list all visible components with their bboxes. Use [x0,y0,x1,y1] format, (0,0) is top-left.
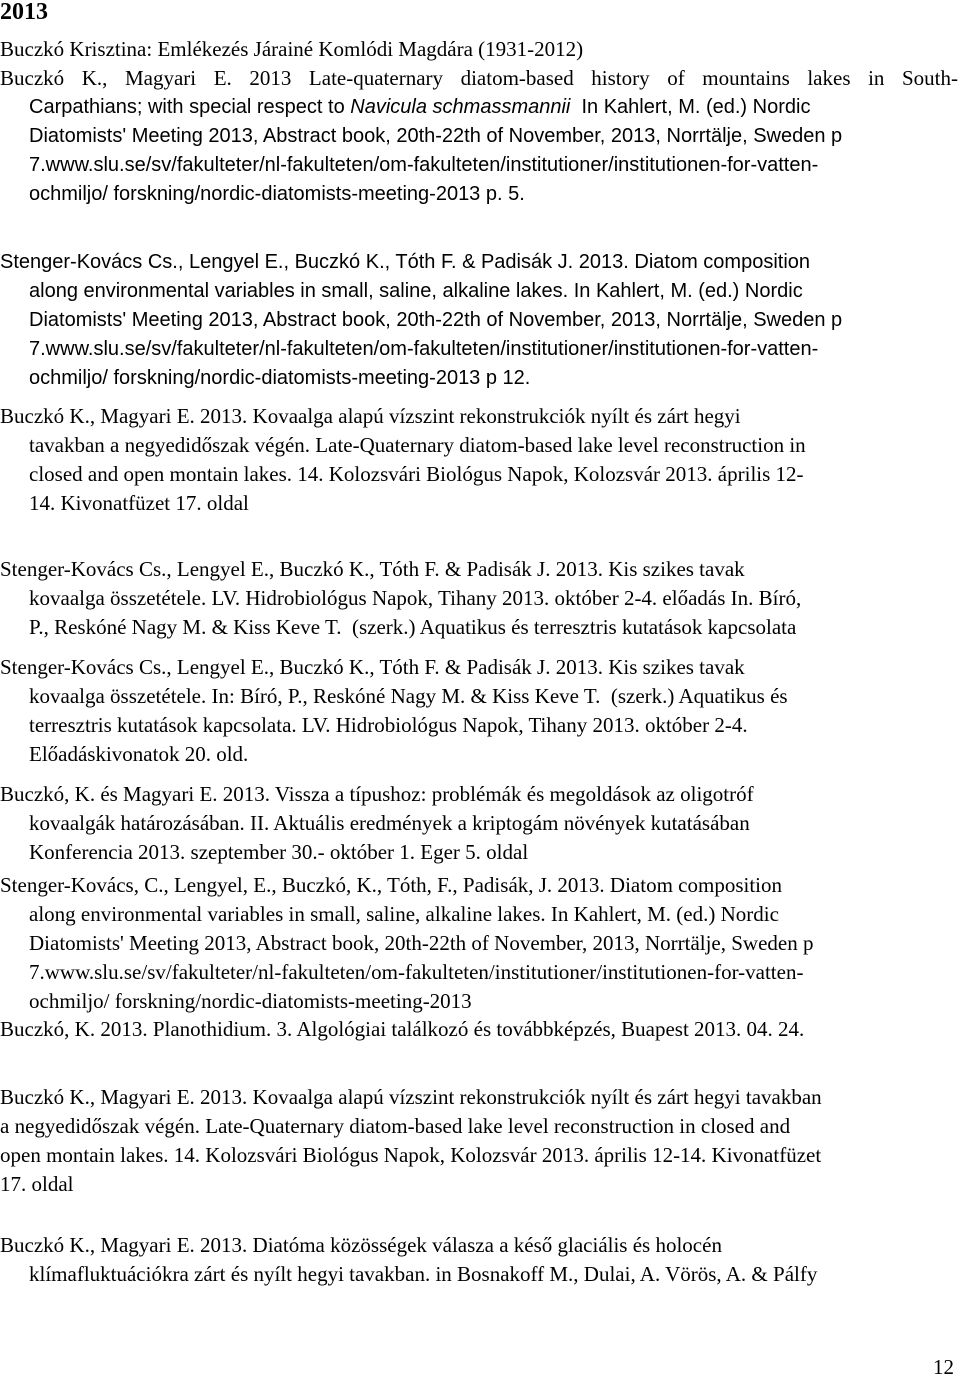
page-number: 12 [933,1355,954,1379]
reference-line: kovaalgák határozásában. II. Aktuális eredmények a kriptogám növények kutatásában [29,811,750,835]
reference-line: Stenger-Kovács Cs., Lengyel E., Buczkó K., Tóth F. & Padisák J. 2013. Kis szikes tavak [0,557,745,581]
reference-text: In Kahlert, M. (ed.) Nordic [570,96,811,118]
reference-line: tavakban a negyedidőszak végén. Late-Quaternary diatom-based lake level reconstruction in [29,433,806,457]
reference-entry [0,64,958,209]
reference-line: Diatomists' Meeting 2013, Abstract book, 20th-22th of November, 2013, Norrtälje, Sweden p [29,125,843,147]
reference-entry [0,1015,958,1044]
reference-line: Diatomists' Meeting 2013, Abstract book, 20th-22th of November, 2013, Norrtälje, Sweden p [29,309,843,331]
reference-line: 7.www.slu.se/sv/fakulteter/nl-fakulteten/om-fakulteten/institutioner/institutionen-for-vatten- [29,154,819,176]
reference-line: Előadáskivonatok 20. old. [29,742,249,766]
reference-line: kovaalga összetétele. In: Bíró, P., Reskóné Nagy M. & Kiss Keve T. (szerk.) Aquatikus és [29,684,788,708]
reference-line: klímafluktuációkra zárt és nyílt hegyi tavakban. in Bosnakoff M., Dulai, A. Vörös, A. & Pálfy [29,1262,818,1286]
reference-line: Buczkó, K. 2013. Planothidium. 3. Algológiai találkozó és továbbképzés, Buapest 2013. 04. 24. [0,1017,805,1041]
reference-line: Buczkó Krisztina: Emlékezés Járainé Komlódi Magdára (1931-2012) [0,37,584,61]
reference-line: Buczkó K., Magyari E. 2013 Late-quaternary diatom-based history of mountains lakes in South- [0,66,958,90]
reference-line: closed and open montain lakes. 14. Kolozsvári Biológus Napok, Kolozsvár 2013. április 12- [29,462,804,486]
reference-entry [0,1231,958,1289]
reference-entry [0,402,940,518]
reference-line: 7.www.slu.se/sv/fakulteter/nl-fakulteten/om-fakulteten/institutioner/institutionen-for-vatten- [29,338,819,360]
reference-line: ochmiljo/ forskning/nordic-diatomists-meeting-2013 p 12. [29,367,531,389]
reference-line: Konferencia 2013. szeptember 30.- október 1. Eger 5. oldal [29,840,529,864]
reference-text: Carpathians; with special respect to [29,96,351,118]
reference-line [0,93,958,122]
reference-entry [0,1083,958,1199]
reference-line: Buczkó K., Magyari E. 2013. Kovaalga alapú vízszint rekonstrukciók nyílt és zárt hegyi [0,404,741,428]
reference-line: ochmiljo/ forskning/nordic-diatomists-meeting-2013 [29,989,472,1013]
species-name: Navicula schmassmannii [350,96,571,118]
reference-line: terresztris kutatások kapcsolata. LV. Hidrobiológus Napok, Tihany 2013. október 2-4. [29,713,748,737]
reference-line: Buczkó, K. és Magyari E. 2013. Vissza a típushoz: problémák és megoldások az oligotróf [0,782,754,806]
reference-entry [0,780,940,867]
reference-line: ochmiljo/ forskning/nordic-diatomists-meeting-2013 p. 5. [29,183,525,205]
reference-entry [0,653,940,769]
reference-line: Buczkó K., Magyari E. 2013. Diatóma közösségek válasza a késő glaciális és holocén [0,1233,722,1257]
reference-entry [0,555,940,642]
reference-line: a negyedidőszak végén. Late-Quaternary diatom-based lake level reconstruction in closed and [0,1114,791,1138]
reference-line: Stenger-Kovács Cs., Lengyel E., Buczkó K., Tóth F. & Padisák J. 2013. Diatom composition [0,251,811,273]
reference-line: P., Reskóné Nagy M. & Kiss Keve T. (szerk.) Aquatikus és terresztris kutatások kapcsolata [29,615,797,639]
reference-entry [0,248,958,393]
reference-line: Diatomists' Meeting 2013, Abstract book, 20th-22th of November, 2013, Norrtälje, Sweden p [29,931,814,955]
reference-line: Stenger-Kovács, C., Lengyel, E., Buczkó, K., Tóth, F., Padisák, J. 2013. Diatom composition [0,873,783,897]
reference-line: 7.www.slu.se/sv/fakulteter/nl-fakulteten/om-fakulteten/institutioner/institutionen-for-vatten- [29,960,804,984]
reference-line: Stenger-Kovács Cs., Lengyel E., Buczkó K., Tóth F. & Padisák J. 2013. Kis szikes tavak [0,655,745,679]
reference-entry [0,871,958,1016]
reference-line: open montain lakes. 14. Kolozsvári Biológus Napok, Kolozsvár 2013. április 12-14. Kivonatfüzet [0,1143,822,1167]
reference-line: 14. Kivonatfüzet 17. oldal [29,491,249,515]
reference-line: Buczkó K., Magyari E. 2013. Kovaalga alapú vízszint rekonstrukciók nyílt és zárt hegyi tavakban [0,1085,822,1109]
reference-line: along environmental variables in small, saline, alkaline lakes. In Kahlert, M. (ed.) Nordic [29,902,779,926]
reference-line: 17. oldal [0,1172,74,1196]
reference-line: along environmental variables in small, saline, alkaline lakes. In Kahlert, M. (ed.) Nordic [29,280,803,302]
reference-entry [0,35,940,64]
year-heading: 2013 [0,0,48,25]
reference-line: kovaalga összetétele. LV. Hidrobiológus Napok, Tihany 2013. október 2-4. előadás In. Bíró, [29,586,802,610]
